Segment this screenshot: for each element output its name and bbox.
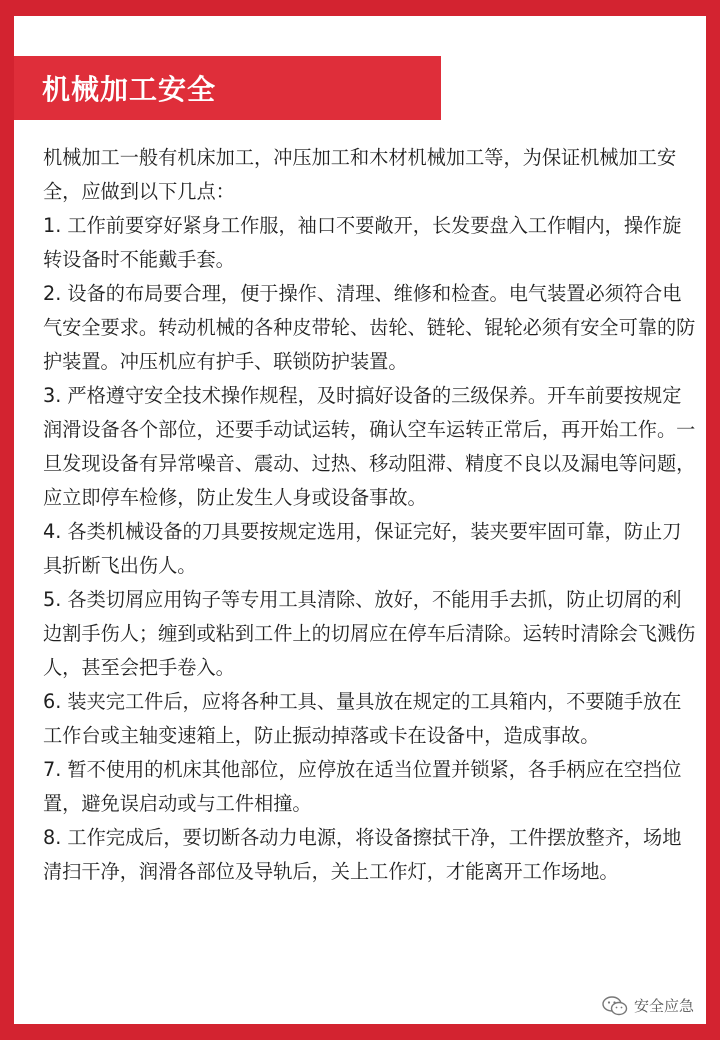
- rule-item-1: 1. 工作前要穿好紧身工作服，袖口不要敞开，长发要盘入工作帽内，操作旋转设备时不能戴手套。: [43, 214, 682, 271]
- rule-item-5: 5. 各类切屑应用钩子等专用工具清除、放好，不能用手去抓，防止切屑的利边割手伤人；缠到或粘到工件上的切屑应在停车后清除。运转时清除会飞溅伤人，甚至会把手卷入。: [43, 588, 696, 679]
- watermark-footer: [602, 995, 694, 1016]
- title-banner: [14, 56, 441, 120]
- page-title: 机械加工安全: [42, 73, 217, 106]
- rule-item-4: 4. 各类机械设备的刀具要按规定选用，保证完好，装夹要牢固可靠，防止刀具折断飞出伤人。: [43, 520, 682, 577]
- rule-item-3: 3. 严格遵守安全技术操作规程，及时搞好设备的三级保养。开车前要按规定润滑设备各个部位，还要手动试运转，确认空车运转正常后，再开始工作。一旦发现设备有异常噪音、震动、过热、移动阻滞、精度不良以及漏电等问题，应立即停车检修，防止发生人身或设备事故。: [43, 384, 696, 509]
- article-body: [43, 141, 698, 889]
- intro-paragraph: 机械加工一般有机床加工，冲压加工和木材机械加工等，为保证机械加工安全，应做到以下几点：: [43, 146, 677, 203]
- rule-item-7: 7. 暂不使用的机床其他部位，应停放在适当位置并锁紧，各手柄应在空挡位置，避免误启动或与工件相撞。: [43, 758, 682, 815]
- rule-item-2: 2. 设备的布局要合理，便于操作、清理、维修和检查。电气装置必须符合电气安全要求。转动机械的各种皮带轮、齿轮、链轮、锟轮必须有安全可靠的防护装置。冲压机应有护手、联锁防护装置。: [43, 282, 696, 373]
- rule-item-6: 6. 装夹完工件后，应将各种工具、量具放在规定的工具箱内，不要随手放在工作台或主轴变速箱上，防止振动掉落或卡在设备中，造成事故。: [43, 690, 682, 747]
- source-label: 安全应急: [633, 997, 694, 1015]
- wechat-icon: [602, 996, 628, 1016]
- rule-item-8: 8. 工作完成后，要切断各动力电源，将设备擦拭干净，工件摆放整齐，场地清扫干净，润滑各部位及导轨后，关上工作灯，才能离开工作场地。: [43, 826, 682, 883]
- article-card: [14, 16, 706, 1024]
